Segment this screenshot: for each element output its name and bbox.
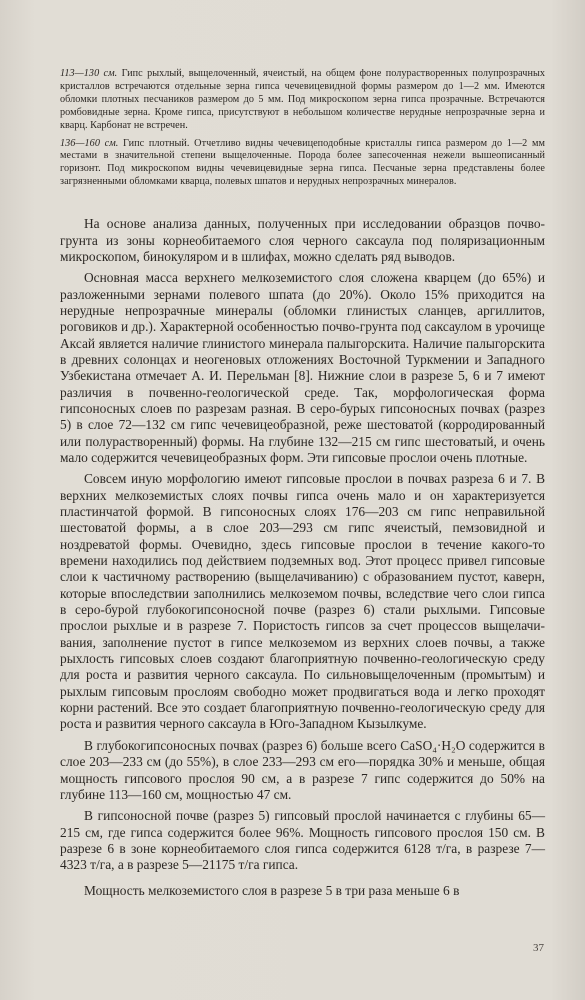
horizon-note-1 (60, 68, 545, 133)
horizon-descriptions (60, 68, 545, 189)
horizon-description: Гипс рыхлый, выщелоченный, ячеистый, на общем фоне полурастворенных полупрозрачных кристаллов встречаются отдельные зерна гипса чечевицевидной формы размером до 1—2 мм. Имеются обломки плотных песчаников размером до 5 мм. Под микроскопом зерна гипса прозрачные. Встречаются ромбовидные зерна. Кроме гипса, присутствуют в небольшом количестве нерудные непрозрачные зерна и кварц. Карбонат не встречен. (60, 68, 546, 131)
horizon-depth-label: 113—130 см. (60, 68, 118, 79)
page-number: 37 (533, 942, 544, 954)
paragraph-gypsum-layer: В гипсоносной почве (разрез 5) гипсовый прослой начинается с глубины 65—215 см, где гипса содержится более 96%. Мощность гипсового прослоя 150 см. В разрезе 6 в зоне корнеобитаемого слоя гипса содержится 6128 т/га, в разрезе 7—4323 т/га, а в разрезе 5—21175 т/га гипса. (60, 808, 545, 873)
paragraph-gypsum-morphology: Совсем иную морфологию имеют гипсовые прослои в почвах разреза 6 и 7. В верхних мелкоземистых слоях почвы гипса очень мало и он характеризуется пластинчатой формой. В гипсоносных слоях 176—203 см гипс неправильной шестоватой формы, а в слое 203—293 см гипс ячеистый, пемзовидной и ноздреватой формы. Очевидно, здесь гипсовые прослои в течение какого-то времени находились под действием подземных вод. Этот процесс привел гипсовые слои к частичному растворению (выщелачиванию) с образованием пустот, каверн, которые впоследствии заполнились мелкоземом почвы, вследствие чего слои гипса в серо-бурой глубокогипсоносной почве (разрез 6) стали рыхлыми. Гипсовые прослои рыхлые и в разрезе 7. Пористость гипсов за счет процессов выщелачивания, заполнение пустот в гипсе мелкоземом из верхних слоев почвы, а также рыхлость гипсовых слоев создают благоприятную почвенно-геологическую среду для роста и развития черного саксаула. По сильновыщелоченным (промытым) и рыхлым гипсовым прослоям свободно может продвигаться вода и легко проходят корни растений. Все это создает благоприятную почвенно-геологическую среду для роста и развития черного саксаула в Юго-Западном Кызылкуме. (60, 471, 545, 732)
body-text (60, 216, 545, 899)
horizon-note-2 (60, 138, 545, 190)
paragraph-gypsum-content: В глубокогипсоносных почвах (разрез 6) больше всего CaSO₄·H₂O содержится в слое 203—233 см (до 55%), в слое 233—293 см его—порядка 30% и меньше, общая мощность гипсового прослоя 90 см, а в разрезе 7 гипс содержится до 50% на глубине 113—160 см, мощностью 47 см. (60, 737, 545, 802)
horizon-depth-label: 136—160 см. (60, 137, 119, 149)
paragraph-fine-earth-layer: Мощность мелкоземистого слоя в разрезе 5 в три раза меньше 6 в (84, 882, 460, 898)
paragraph-conclusions-intro: На основе анализа данных, полученных при исследовании образцов почво-грунта из зоны корнеобитаемого слоя черного саксаула под поляризационным микроскопом, бинокуляром и в шлифах, можно сделать ряд выводов. (60, 216, 545, 264)
chemical-formula: CaSO₄·H₂O (400, 737, 466, 753)
paragraph-mineral-composition: Основная масса верхнего мелкоземистого слоя сложена кварцем (до 65%) и разложенными зернами полевого шпата (до 20%). Около 15% приходится на нерудные непрозрачные минералы (обломки глинистых сланцев, аргиллитов, роговиков и др.). Характерной особенностью почво-грунта под саксаулом в урочище Аксай является наличие глинистого минерала палыгорскита. Наличие палыгорскита в древних солонцах и неогеновых отложениях Восточной Туркмении и Западного Узбекистана отмечает А. И. Перельман [8]. Нижние слои в разрезе 5, 6 и 7 имеют различия в почвенно-геологической среде. Так, морфологическая форма гипсоносных слоев по разрезам разная. В серо-бурых гипсоносных почвах (разрез 5) в слое 72—132 см гипс чечевицеобразной, реже шестоватой (корродированный или полурастворенный) формы. На глубине 132—215 см гипс шестоватый, и очень мало содержится чечевицеобразных форм. Эти гипсовые прослои очень плотные. (60, 270, 545, 465)
horizon-description: Гипс плотный. Отчетливо видны чечевицеподобные кристаллы гипса размером до 1—2 мм местами в значительной степени выщелоченные. Порода более запесоченная нежели вышеописанный горизонт. Под микроскопом видны чечевицевидные зерна гипса. Песчаные зерна представлены более загрязненными обломками кварца, полевых шпатов и нерудных непрозрачных минералов. (60, 137, 545, 188)
